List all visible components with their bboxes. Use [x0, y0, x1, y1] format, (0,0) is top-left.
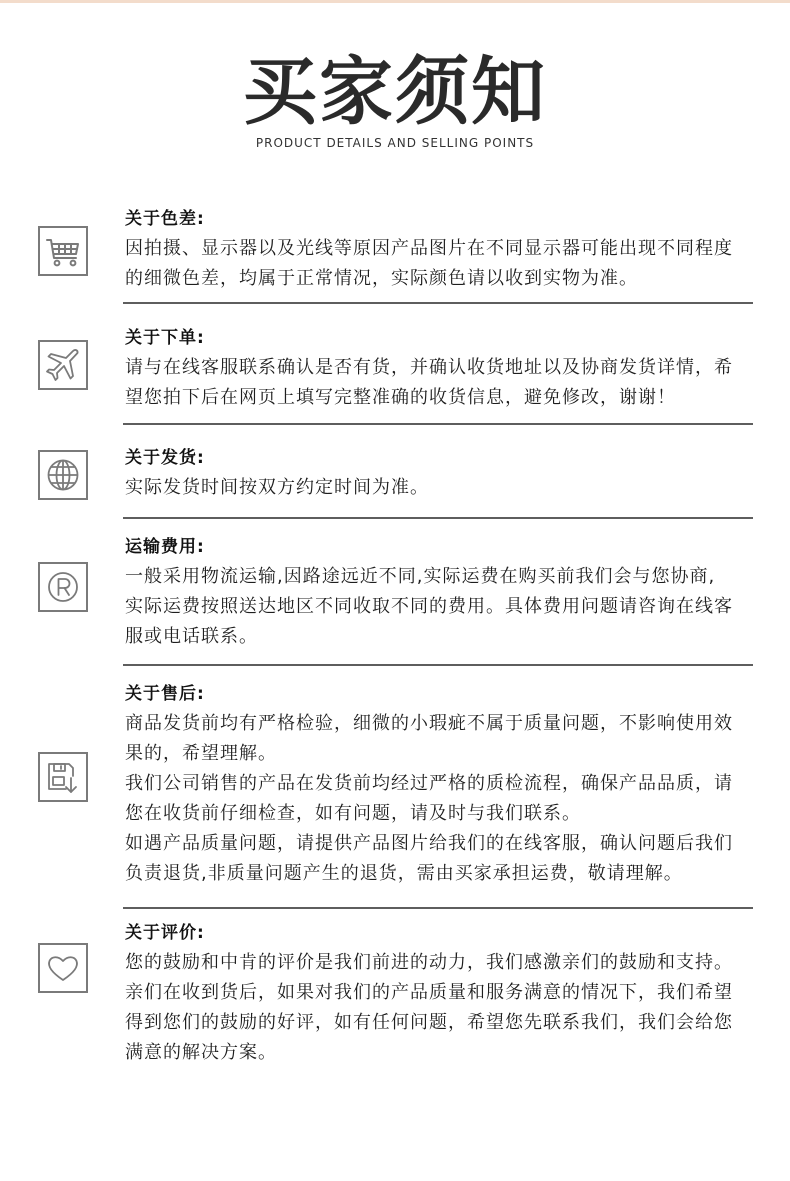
section-text-line: 一般采用物流运输,因路途远近不同,实际运费在购买前我们会与您协商, [125, 566, 716, 587]
section-text-line: 实际发货时间按双方约定时间为准。 [125, 477, 429, 498]
section-divider [123, 517, 753, 519]
globe-icon [38, 450, 88, 500]
shopping-cart-icon [38, 226, 88, 276]
heart-icon [38, 943, 88, 993]
section-shipping [125, 443, 765, 503]
section-text-line: 实际运费按照送达地区不同收取不同的费用。具体费用问题请咨询在线客 [125, 596, 733, 617]
save-download-icon [38, 752, 88, 802]
section-text-line: 的细微色差，均属于正常情况，实际颜色请以收到实物为准。 [125, 268, 638, 289]
section-divider [123, 302, 753, 304]
section-heading: 关于色差: [125, 209, 205, 229]
section-divider [123, 664, 753, 666]
section-text-line: 我们公司销售的产品在发货前均经过严格的质检流程，确保产品品质，请 [125, 773, 733, 794]
top-accent-line [0, 0, 790, 3]
section-text-line: 请与在线客服联系确认是否有货，并确认收货地址以及协商发货详情，希 [125, 357, 733, 378]
section-heading: 运输费用: [125, 537, 205, 557]
section-text-line: 望您拍下后在网页上填写完整准确的收货信息，避免修改，谢谢！ [125, 387, 676, 408]
section-divider [123, 423, 753, 425]
section-text-line: 负责退货,非质量问题产生的退货，需由买家承担运费，敬请理解。 [125, 863, 683, 884]
airplane-icon [38, 340, 88, 390]
section-freight [125, 532, 765, 652]
section-heading: 关于评价: [125, 923, 205, 943]
section-color-difference [125, 204, 765, 294]
section-text-line: 如遇产品质量问题，请提供产品图片给我们的在线客服，确认问题后我们 [125, 833, 733, 854]
section-text-line: 您在收货前仔细检查，如有问题，请及时与我们联系。 [125, 803, 581, 824]
section-text-line: 您的鼓励和中肯的评价是我们前进的动力，我们感激亲们的鼓励和支持。 [125, 952, 733, 973]
section-text-line: 果的，希望理解。 [125, 743, 277, 764]
page-title: 买家须知 [243, 49, 547, 135]
section-text-line: 得到您们的鼓励的好评，如有任何问题，希望您先联系我们，我们会给您 [125, 1012, 733, 1033]
section-text-line: 亲们在收到货后，如果对我们的产品质量和服务满意的情况下，我们希望 [125, 982, 733, 1003]
section-ordering [125, 323, 765, 413]
section-divider [123, 907, 753, 909]
section-heading: 关于售后: [125, 684, 205, 704]
section-text-line: 服或电话联系。 [125, 626, 258, 647]
registered-mark-icon [38, 562, 88, 612]
section-after-sales [125, 679, 765, 889]
section-text-line: 因拍摄、显示器以及光线等原因产品图片在不同显示器可能出现不同程度 [125, 238, 733, 259]
page-subtitle: PRODUCT DETAILS AND SELLING POINTS [255, 136, 535, 150]
section-text-line: 满意的解决方案。 [125, 1042, 277, 1063]
section-heading: 关于下单: [125, 328, 205, 348]
section-heading: 关于发货: [125, 448, 205, 468]
section-reviews [125, 918, 765, 1068]
section-text-line: 商品发货前均有严格检验，细微的小瑕疵不属于质量问题，不影响使用效 [125, 713, 733, 734]
